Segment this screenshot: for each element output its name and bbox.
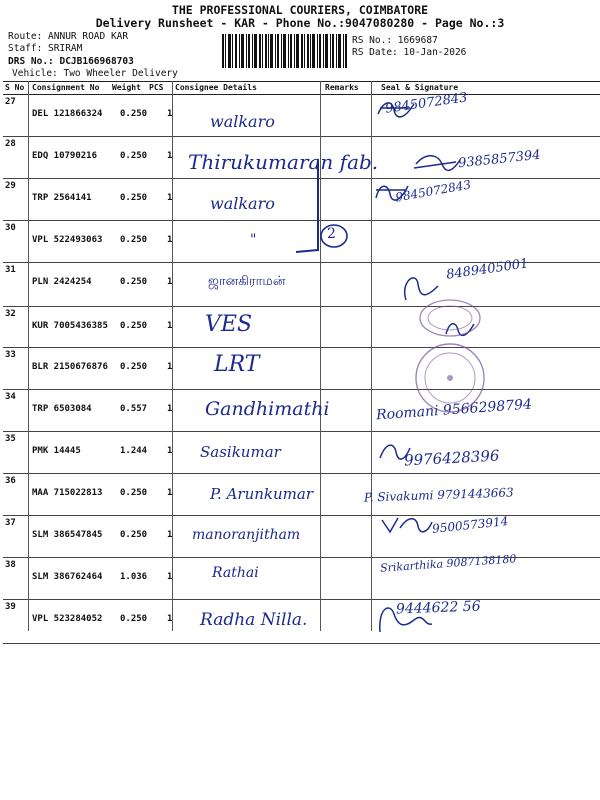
cell-pcs: 1 [167,321,173,331]
cell-weight: 0.250 [120,277,148,287]
cell-consignment: TRP 2564141 [32,193,92,203]
cell-consignment: VPL 523284052 [32,614,103,624]
cell-sno: 34 [5,392,16,402]
cell-consignment: VPL 522493063 [32,235,103,245]
consignee-31: ஜானகிராமன் [208,274,286,289]
consignee-36: P. Arunkumar [210,485,314,503]
consignee-35: Sasikumar [200,443,281,461]
staff-label: Staff: SRIRAM [8,43,83,54]
col-remarks: Remarks [325,83,359,92]
cell-weight: 0.250 [120,151,148,161]
cell-pcs: 1 [167,151,173,161]
cell-pcs: 1 [167,530,173,540]
signature-36: P. Sivakumi 9791443663 [363,485,514,505]
cell-pcs: 1 [167,614,173,624]
consignee-33: LRT [214,352,260,377]
signature-scribble-27 [374,96,424,122]
consignee-29: walkaro [210,194,275,213]
consignee-27: walkaro [210,112,275,131]
cell-sno: 33 [5,350,16,360]
cell-pcs: 1 [167,446,173,456]
signature-scribble-28 [412,150,462,176]
cell-consignment: TRP 6503084 [32,404,92,414]
table-row [3,307,600,348]
cell-weight: 0.250 [120,362,148,372]
barcode-image [222,34,348,68]
runsheet-subtitle: Delivery Runsheet - KAR - Phone No.:9047080280 - Page No.:3 [95,16,505,30]
cell-sno: 36 [5,476,16,486]
cell-consignment: SLM 386547845 [32,530,103,540]
signature-39: 9444622 56 [395,598,481,618]
table-row [3,95,600,137]
cell-sno: 38 [5,560,16,570]
consignee-30: " [250,232,257,248]
cell-pcs: 1 [167,193,173,203]
signature-35: 9976428396 [403,446,500,470]
col-pcs: PCS [149,83,164,92]
cell-consignment: SLM 386762464 [32,572,103,582]
consignee-38: Rathai [212,565,259,581]
cell-sno: 35 [5,434,16,444]
cell-weight: 0.250 [120,530,148,540]
cell-sno: 28 [5,139,16,149]
cell-consignment: PMK 14445 [32,446,81,456]
col-weight: Weight [112,83,141,92]
drs-label: DRS No.: DCJB166968703 [8,56,134,67]
col-signature: Seal & Signature [381,83,459,92]
signature-37: 9500573914 [431,514,509,536]
cell-pcs: 1 [167,362,173,372]
signature-scribble-37 [378,512,434,536]
table-row [3,348,600,390]
cell-weight: 0.557 [120,404,148,414]
cell-consignment: DEL 121866324 [32,109,103,119]
cell-consignment: KUR 7005436385 [32,321,108,331]
rs-date: RS Date: 10-Jan-2026 [352,47,467,58]
cell-pcs: 1 [167,235,173,245]
signature-scribble-29 [372,178,412,206]
bracket-annotation [290,160,360,260]
table-row [3,432,600,474]
rs-number: RS No.: 1669687 [352,35,438,46]
cell-weight: 0.250 [120,488,148,498]
vehicle-label: Vehicle: Two Wheeler Delivery [12,68,178,79]
cell-weight: 1.036 [120,572,148,582]
cell-weight: 1.244 [120,446,148,456]
cell-pcs: 1 [167,488,173,498]
signature-28: 9385857394 [457,147,542,172]
signature-34: Roomani 9566298794 [375,396,533,424]
signature-scribble-39 [374,598,434,636]
consignee-32: VES [205,312,253,337]
route-label: Route: ANNUR ROAD KAR [8,31,129,42]
cell-consignment: MAA 715022813 [32,488,103,498]
cell-sno: 39 [5,602,16,612]
consignee-34: Gandhimathi [205,398,330,420]
col-consignee: Consignee Details [175,83,257,92]
col-consignment: Consignment No [32,83,100,92]
consignee-28: Thirukumaran fab. [188,150,379,174]
cell-sno: 27 [5,97,16,107]
consignee-37: manoranjitham [192,527,301,543]
col-sno: S No [5,83,25,92]
cell-pcs: 1 [167,572,173,582]
cell-consignment: EDQ 10790216 [32,151,98,161]
cell-consignment: BLR 2150676876 [32,362,108,372]
cell-weight: 0.250 [120,321,148,331]
cell-pcs: 1 [167,277,173,287]
signature-38: Srikarthika 9087138180 [379,552,517,575]
divider-consignee [172,81,173,631]
cell-weight: 0.250 [120,193,148,203]
signature-31: 8489405001 [445,256,530,283]
cell-sno: 30 [5,223,16,233]
signature-scribble-35 [376,440,412,466]
signature-29: 9845072843 [394,177,472,205]
circled-number: 2 [327,226,336,242]
cell-weight: 0.250 [120,109,148,119]
signature-27: 9845072843 [384,90,469,117]
cell-sno: 31 [5,265,16,275]
table-header [3,81,600,95]
cell-sno: 37 [5,518,16,528]
company-seal-stamp [404,296,496,414]
consignee-39: Radha Nilla. [200,610,308,630]
cell-consignment: PLN 2424254 [32,277,92,287]
divider-sno [28,81,29,631]
cell-sno: 32 [5,309,16,319]
cell-sno: 29 [5,181,16,191]
cell-weight: 0.250 [120,614,148,624]
cell-weight: 0.250 [120,235,148,245]
cell-pcs: 1 [167,109,173,119]
company-title: THE PROFESSIONAL COURIERS, COIMBATORE [171,3,429,17]
cell-pcs: 1 [167,404,173,414]
